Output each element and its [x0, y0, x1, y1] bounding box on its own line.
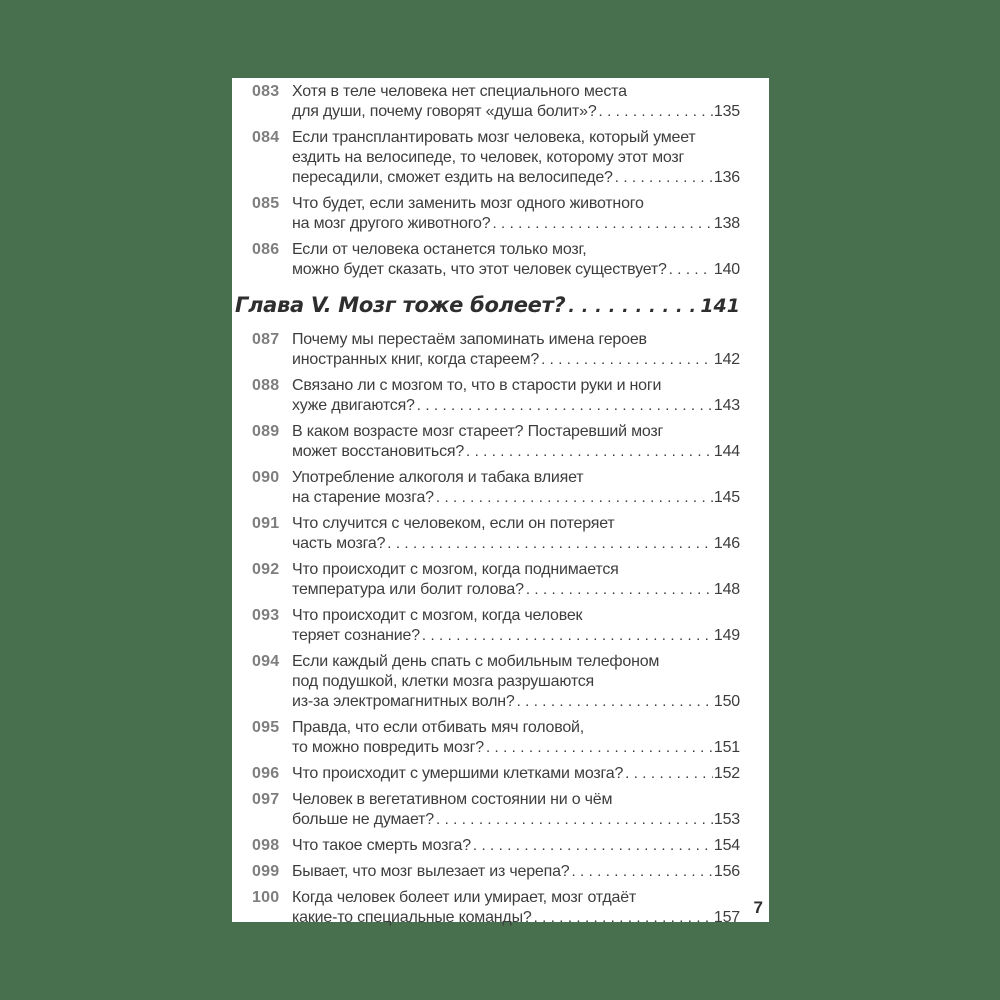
entry-body — [292, 128, 740, 188]
entry-text-line: пересадили, сможет ездить на велосипеде? — [292, 169, 613, 186]
entry-number: 090 — [252, 469, 280, 486]
entry-body — [292, 330, 740, 370]
entry-last-line — [292, 764, 740, 784]
entry-last-line — [292, 102, 740, 122]
entry-text-line: Что будет, если заменить мозг одного животного — [292, 195, 644, 212]
entry-last-line — [292, 626, 740, 646]
entry-body — [292, 240, 740, 280]
toc-entry — [235, 764, 740, 784]
toc-entry — [235, 652, 740, 712]
entry-text-line: из-за электромагнитных волн? — [292, 693, 515, 710]
entry-text-line: В каком возрасте мозг стареет? Постаревший мозг — [292, 423, 664, 440]
entry-text-line: Когда человек болеет или умирает, мозг отдаёт — [292, 889, 637, 906]
entry-body — [292, 514, 740, 554]
dot-leader — [571, 862, 712, 882]
entry-text-line: Если трансплантировать мозг человека, который умеет — [292, 129, 696, 146]
toc-entry — [235, 862, 740, 882]
dot-leader — [466, 442, 713, 462]
dot-leader — [492, 214, 712, 234]
entry-last-line — [292, 580, 740, 600]
entry-last-line — [292, 488, 740, 508]
entry-page-number: 148 — [713, 581, 740, 598]
entry-text-line: Что происходит с мозгом, когда поднимается — [292, 561, 619, 578]
entry-text-line: под подушкой, клетки мозга разрушаются — [292, 673, 595, 690]
entry-page-number: 144 — [713, 443, 740, 460]
entry-number: 100 — [252, 889, 280, 906]
dot-leader — [517, 692, 713, 712]
toc-entry — [235, 606, 740, 646]
entry-page-number: 145 — [713, 489, 740, 506]
dot-leader — [568, 294, 699, 320]
entry-body — [292, 468, 740, 508]
entry-number: 089 — [252, 423, 280, 440]
entry-number: 097 — [252, 791, 280, 808]
entry-text-line: Что происходит с умершими клетками мозга? — [292, 765, 624, 782]
entry-page-number: 136 — [713, 169, 740, 186]
chapter-page-number: 141 — [700, 295, 740, 317]
toc-entry — [235, 514, 740, 554]
entry-last-line — [292, 836, 740, 856]
entry-text-line: теряет сознание? — [292, 627, 420, 644]
toc-entry — [235, 718, 740, 758]
entry-text-line: Если от человека останется только мозг, — [292, 241, 587, 258]
entry-body — [292, 422, 740, 462]
entry-text-line: можно будет сказать, что этот человек существует? — [292, 261, 667, 278]
dot-leader — [436, 488, 713, 508]
entry-number: 083 — [252, 83, 280, 100]
entry-text-line: на мозг другого животного? — [292, 215, 491, 232]
entry-page-number: 154 — [713, 837, 740, 854]
entry-body — [292, 82, 740, 122]
entry-text-line: то можно повредить мозг? — [292, 739, 484, 756]
dot-leader — [615, 168, 713, 188]
entry-page-number: 138 — [713, 215, 740, 232]
entry-body — [292, 652, 740, 712]
entry-page-number: 140 — [713, 261, 740, 278]
toc-entry — [235, 836, 740, 856]
entry-number: 084 — [252, 129, 280, 146]
entry-text-line: Правда, что если отбивать мяч головой, — [292, 719, 585, 736]
entry-body — [292, 718, 740, 758]
entry-page-number: 143 — [713, 397, 740, 414]
entry-text-line: какие-то специальные команды? — [292, 909, 532, 926]
toc-entry — [235, 376, 740, 416]
toc-entry — [235, 194, 740, 234]
entry-text-line: Связано ли с мозгом то, что в старости руки и ноги — [292, 377, 662, 394]
entry-body — [292, 376, 740, 416]
toc-entry — [235, 790, 740, 830]
dot-leader — [422, 626, 713, 646]
entry-number: 094 — [252, 653, 280, 670]
entry-body — [292, 606, 740, 646]
entry-last-line — [292, 214, 740, 234]
entry-last-line — [292, 168, 740, 188]
entry-number: 091 — [252, 515, 280, 532]
entry-page-number: 146 — [713, 535, 740, 552]
entry-number: 085 — [252, 195, 280, 212]
toc-list — [235, 82, 740, 934]
entry-page-number: 135 — [713, 103, 740, 120]
toc-entry — [235, 468, 740, 508]
entry-last-line — [292, 738, 740, 758]
entry-number: 086 — [252, 241, 280, 258]
entry-page-number: 153 — [713, 811, 740, 828]
entry-page-number: 150 — [713, 693, 740, 710]
entry-page-number: 142 — [713, 351, 740, 368]
entry-body — [292, 764, 740, 784]
toc-entry — [235, 422, 740, 462]
entry-number: 093 — [252, 607, 280, 624]
entry-page-number: 156 — [713, 863, 740, 880]
entry-last-line — [292, 442, 740, 462]
entry-text-line: Что случится с человеком, если он потеряет — [292, 515, 615, 532]
toc-entry — [235, 240, 740, 280]
dot-leader — [526, 580, 713, 600]
entry-page-number: 149 — [713, 627, 740, 644]
toc-entry — [235, 560, 740, 600]
entry-last-line — [292, 396, 740, 416]
entry-number: 099 — [252, 863, 280, 880]
entry-text-line: иностранных книг, когда стареем? — [292, 351, 540, 368]
entry-text-line: Если каждый день спать с мобильным телефоном — [292, 653, 660, 670]
chapter-title: Глава V. Мозг тоже болеет? — [235, 293, 566, 317]
toc-entry — [235, 330, 740, 370]
entry-number: 092 — [252, 561, 280, 578]
entry-text-line: может восстановиться? — [292, 443, 465, 460]
entry-text-line: на старение мозга? — [292, 489, 434, 506]
entry-body — [292, 888, 740, 928]
entry-text-line: Употребление алкоголя и табака влияет — [292, 469, 584, 486]
entry-page-number: 151 — [713, 739, 740, 756]
entry-text-line: Бывает, что мозг вылезает из черепа? — [292, 863, 570, 880]
dot-leader — [541, 350, 713, 370]
entry-text-line: хуже двигаются? — [292, 397, 415, 414]
entry-text-line: больше не думает? — [292, 811, 434, 828]
toc-entry — [235, 82, 740, 122]
chapter-heading — [235, 292, 740, 320]
dot-leader — [436, 810, 713, 830]
entry-text-line: ездить на велосипеде, то человек, которому этот мозг — [292, 149, 685, 166]
entry-number: 088 — [252, 377, 280, 394]
entry-last-line — [292, 692, 740, 712]
dot-leader — [417, 396, 713, 416]
entry-last-line — [292, 862, 740, 882]
dot-leader — [625, 764, 713, 784]
dot-leader — [486, 738, 713, 758]
entry-body — [292, 194, 740, 234]
toc-page — [232, 78, 769, 926]
entry-text-line: Хотя в теле человека нет специального места — [292, 83, 627, 100]
dot-leader — [473, 836, 713, 856]
entry-text-line: Что происходит с мозгом, когда человек — [292, 607, 583, 624]
entry-number: 095 — [252, 719, 280, 736]
entry-last-line — [292, 810, 740, 830]
entry-text-line: часть мозга? — [292, 535, 386, 552]
entry-last-line — [292, 350, 740, 370]
dot-leader — [534, 908, 713, 928]
dot-leader — [387, 534, 713, 554]
entry-text-line: температура или болит голова? — [292, 581, 524, 598]
entry-number: 087 — [252, 331, 280, 348]
toc-entry — [235, 888, 740, 928]
entry-last-line — [292, 908, 740, 928]
dot-leader — [669, 260, 713, 280]
entry-body — [292, 862, 740, 882]
entry-last-line — [292, 534, 740, 554]
entry-body — [292, 836, 740, 856]
entry-body — [292, 560, 740, 600]
toc-entry — [235, 128, 740, 188]
entry-text-line: Человек в вегетативном состоянии ни о чём — [292, 791, 613, 808]
entry-page-number: 157 — [713, 909, 740, 926]
entry-text-line: для души, почему говорят «душа болит»? — [292, 103, 597, 120]
entry-page-number: 152 — [713, 765, 740, 782]
entry-text-line: Что такое смерть мозга? — [292, 837, 471, 854]
entry-number: 096 — [252, 765, 280, 782]
entry-body — [292, 790, 740, 830]
entry-text-line: Почему мы перестаём запоминать имена героев — [292, 331, 647, 348]
dot-leader — [599, 102, 713, 122]
entry-last-line — [292, 260, 740, 280]
page-number: 7 — [753, 898, 763, 917]
entry-number: 098 — [252, 837, 280, 854]
